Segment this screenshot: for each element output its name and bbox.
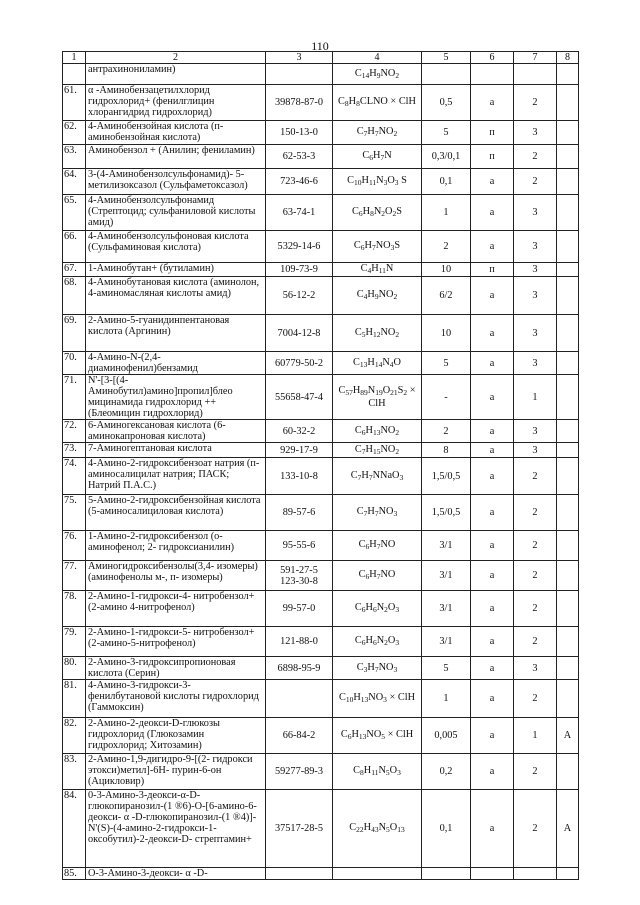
hazard-class: 2 xyxy=(514,680,557,718)
chemical-formula: $C_3H_7NO_3$ xyxy=(333,657,422,680)
table-row xyxy=(63,420,579,443)
aggregate-state: п xyxy=(471,145,514,169)
cas-number: 109-73-9 xyxy=(266,263,333,277)
aggregate-state: а xyxy=(471,458,514,495)
row-number: 72. xyxy=(63,420,86,443)
cas-number: 929-17-9 xyxy=(266,443,333,458)
hazard-class: 3 xyxy=(514,231,557,263)
row-number: 65. xyxy=(63,195,86,231)
substance-name: 2-Амино-3-гидроксипропионовая кислота (Серин) xyxy=(86,657,266,680)
cas-number: 89-57-6 xyxy=(266,495,333,531)
column-header: 6 xyxy=(471,52,514,64)
cas-number xyxy=(266,868,333,880)
table-row xyxy=(63,718,579,754)
aggregate-state: а xyxy=(471,561,514,591)
hazard-class: 2 xyxy=(514,145,557,169)
table-row xyxy=(63,561,579,591)
mpc-value: 1 xyxy=(422,680,471,718)
table-row xyxy=(63,627,579,657)
mpc-value: 0,5 xyxy=(422,85,471,121)
column-header: 1 xyxy=(63,52,86,64)
chemical-formula: $C_5H_{12}NO_2$ xyxy=(333,315,422,352)
row-number: 70. xyxy=(63,352,86,375)
hazard-class: 1 xyxy=(514,375,557,420)
note xyxy=(557,754,579,790)
chemical-formula: $C_8H_8CLNO$ × ClH xyxy=(333,85,422,121)
aggregate-state: а xyxy=(471,195,514,231)
chemical-formula: $C_6H_7NO_3S$ xyxy=(333,231,422,263)
hazard-class: 3 xyxy=(514,121,557,145)
aggregate-state: а xyxy=(471,657,514,680)
note xyxy=(557,443,579,458)
column-header: 8 xyxy=(557,52,579,64)
substance-name: Аминобензол + (Анилин; фениламин) xyxy=(86,145,266,169)
row-number: 83. xyxy=(63,754,86,790)
hazard-class: 2 xyxy=(514,591,557,627)
note xyxy=(557,531,579,561)
mpc-value: 8 xyxy=(422,443,471,458)
note xyxy=(557,121,579,145)
note: А xyxy=(557,718,579,754)
row-number: 75. xyxy=(63,495,86,531)
note xyxy=(557,277,579,315)
column-header: 2 xyxy=(86,52,266,64)
aggregate-state: а xyxy=(471,627,514,657)
chemical-formula: $C_6H_6N_2O_3$ xyxy=(333,591,422,627)
hazard-class: 3 xyxy=(514,420,557,443)
note xyxy=(557,195,579,231)
substance-name: 6-Аминогексановая кислота (6-аминокапроновая кислота) xyxy=(86,420,266,443)
aggregate-state: а xyxy=(471,231,514,263)
row-number: 76. xyxy=(63,531,86,561)
mpc-value: 5 xyxy=(422,121,471,145)
row-number: 66. xyxy=(63,231,86,263)
note xyxy=(557,352,579,375)
aggregate-state: а xyxy=(471,85,514,121)
table-row xyxy=(63,375,579,420)
aggregate-state: а xyxy=(471,443,514,458)
table-row xyxy=(63,85,579,121)
aggregate-state: п xyxy=(471,263,514,277)
substance-name: 2-Амино-2-деокси-D-глюкозы гидрохлорид (Глюкозамин гидрохлорид; Хитозамин) xyxy=(86,718,266,754)
mpc-value: 1 xyxy=(422,195,471,231)
substance-name: 5-Амино-2-гидроксибензойная кислота (5-аминосалициловая кислота) xyxy=(86,495,266,531)
table-row xyxy=(63,315,579,352)
aggregate-state: а xyxy=(471,591,514,627)
hazard-class: 2 xyxy=(514,495,557,531)
table-row xyxy=(63,868,579,880)
substance-name: N'-[3-[(4-Аминобутил)амино]пропил]блео мицинамида гидрохлорид ++ (Блеомицин гидрохлорид) xyxy=(86,375,266,420)
cas-number: 723-46-6 xyxy=(266,169,333,195)
row-number: 62. xyxy=(63,121,86,145)
cas-number: 60-32-2 xyxy=(266,420,333,443)
column-header: 7 xyxy=(514,52,557,64)
chemical-formula: $C_6H_{13}NO_5$ × ClH xyxy=(333,718,422,754)
page-number: 110 xyxy=(311,39,329,53)
note xyxy=(557,591,579,627)
cas-number: 56-12-2 xyxy=(266,277,333,315)
row-number: 64. xyxy=(63,169,86,195)
note xyxy=(557,868,579,880)
mpc-value xyxy=(422,868,471,880)
cas-number: 5329-14-6 xyxy=(266,231,333,263)
table-row xyxy=(63,263,579,277)
substance-name: 4-Аминобутановая кислота (аминолон, 4-аминомасляная кислоты амид) xyxy=(86,277,266,315)
table-row xyxy=(63,231,579,263)
table-row xyxy=(63,754,579,790)
table-row xyxy=(63,443,579,458)
note xyxy=(557,85,579,121)
chemical-formula: $C_{57}H_{89}N_{19}O_{21}S_2$ × ClH xyxy=(333,375,422,420)
chemical-formula: $C_6H_6N_2O_3$ xyxy=(333,627,422,657)
substance-name: 2-Амино-1-гидрокси-4- нитробензол+ (2-амино 4-нитрофенол) xyxy=(86,591,266,627)
column-number-row xyxy=(63,52,579,64)
cas-number xyxy=(266,64,333,85)
hazard-class: 2 xyxy=(514,561,557,591)
mpc-value: 3/1 xyxy=(422,561,471,591)
hazard-class: 2 xyxy=(514,85,557,121)
chemical-formula: $C_{10}H_{11}N_3O_3$ S xyxy=(333,169,422,195)
column-header: 4 xyxy=(333,52,422,64)
substance-name: 4-Амино-3-гидрокси-3-фенилбутановой кислоты гидрохлорид (Гаммоксин) xyxy=(86,680,266,718)
row-number: 69. xyxy=(63,315,86,352)
hazard-class xyxy=(514,868,557,880)
row-number: 84. xyxy=(63,790,86,868)
note xyxy=(557,263,579,277)
hazard-class xyxy=(514,64,557,85)
hazard-class: 2 xyxy=(514,531,557,561)
substance-name: 3-(4-Аминобензолсульфонамид)- 5-метилизоксазол (Сульфаметоксазол) xyxy=(86,169,266,195)
row-number: 61. xyxy=(63,85,86,121)
substance-name: 2-Амино-1,9-дигидро-9-[(2- гидрокси этокси)метил]-6Н- пурин-6-он (Ацикловир) xyxy=(86,754,266,790)
note xyxy=(557,420,579,443)
cas-number: 150-13-0 xyxy=(266,121,333,145)
hazard-class: 3 xyxy=(514,352,557,375)
mpc-value: 6/2 xyxy=(422,277,471,315)
substance-name: 4-Аминобензойная кислота (п-аминобензойная кислота) xyxy=(86,121,266,145)
table-row xyxy=(63,145,579,169)
note xyxy=(557,458,579,495)
hazard-class: 2 xyxy=(514,169,557,195)
row-number: 68. xyxy=(63,277,86,315)
cas-number: 7004-12-8 xyxy=(266,315,333,352)
aggregate-state: а xyxy=(471,495,514,531)
chemical-formula: $C_6H_{13}NO_2$ xyxy=(333,420,422,443)
row-number: 79. xyxy=(63,627,86,657)
aggregate-state: а xyxy=(471,277,514,315)
substance-name: 1-Амино-2-гидроксибензол (о-аминофенол; 2- гидроксианилин) xyxy=(86,531,266,561)
chemical-formula: $C_{22}H_{43}N_5O_{13}$ xyxy=(333,790,422,868)
chemical-formula: $C_8H_{11}N_5O_3$ xyxy=(333,754,422,790)
row-number: 82. xyxy=(63,718,86,754)
table-row xyxy=(63,169,579,195)
cas-number: 55658-47-4 xyxy=(266,375,333,420)
aggregate-state: а xyxy=(471,352,514,375)
chemical-formula: $C_{13}H_{14}N_4O$ xyxy=(333,352,422,375)
table-row xyxy=(63,458,579,495)
table-row xyxy=(63,680,579,718)
table-row xyxy=(63,531,579,561)
substance-name: Аминогидроксибензолы(3,4- изомеры) (аминофенолы м-, п- изомеры) xyxy=(86,561,266,591)
cas-number: 591-27-5 123-30-8 xyxy=(266,561,333,591)
mpc-value: 1,5/0,5 xyxy=(422,495,471,531)
cas-number: 59277-89-3 xyxy=(266,754,333,790)
aggregate-state: а xyxy=(471,680,514,718)
chemical-formula: $C_7H_7NO_2$ xyxy=(333,121,422,145)
row-number xyxy=(63,64,86,85)
chemical-formula: $C_7H_7NNaO_3$ xyxy=(333,458,422,495)
table-row xyxy=(63,495,579,531)
substance-name: 0-3-Амино-3-деокси-α-D-глюкопиранозил-(1 ®6)-O-[6-амино-6-деокси- α -D-глюкопиранозил-(1 ®4)]-N'(S)-(4-амино-2-гидрокси-1- оксобутил)-2-деокси-D- стрептамин+ xyxy=(86,790,266,868)
substance-name: O-3-Амино-3-деокси- α -D- xyxy=(86,868,266,880)
substance-name: 1-Аминобутан+ (бутиламин) xyxy=(86,263,266,277)
chemical-formula: $C_6H_7NO$ xyxy=(333,531,422,561)
note xyxy=(557,375,579,420)
mpc-value: 0,1 xyxy=(422,169,471,195)
note xyxy=(557,315,579,352)
mpc-value: 0,1 xyxy=(422,790,471,868)
hazard-class: 3 xyxy=(514,195,557,231)
table-body xyxy=(63,64,579,880)
hazard-class: 2 xyxy=(514,754,557,790)
table-row xyxy=(63,591,579,627)
aggregate-state xyxy=(471,868,514,880)
table-row xyxy=(63,195,579,231)
aggregate-state xyxy=(471,64,514,85)
note xyxy=(557,495,579,531)
substance-name: 4-Амино-2-гидроксибензоат натрия (п-аминосалицилат натрия; ПАСК; Натрий П.А.С.) xyxy=(86,458,266,495)
substance-name: 7-Аминогептановая кислота xyxy=(86,443,266,458)
substance-name: 4-Амино-N-(2,4-диаминофенил)бензамид xyxy=(86,352,266,375)
aggregate-state: а xyxy=(471,420,514,443)
aggregate-state: а xyxy=(471,375,514,420)
substance-table xyxy=(62,51,579,880)
row-number: 74. xyxy=(63,458,86,495)
note xyxy=(557,169,579,195)
aggregate-state: а xyxy=(471,718,514,754)
row-number: 80. xyxy=(63,657,86,680)
aggregate-state: а xyxy=(471,531,514,561)
row-number: 71. xyxy=(63,375,86,420)
hazard-class: 1 xyxy=(514,718,557,754)
column-header: 5 xyxy=(422,52,471,64)
chemical-formula: $C_{10}H_{13}NO_3$ × ClH xyxy=(333,680,422,718)
note xyxy=(557,145,579,169)
chemical-formula: $C_6H_7NO$ xyxy=(333,561,422,591)
substance-name: 2-Амино-1-гидрокси-5- нитробензол+ (2-амино-5-нитрофенол) xyxy=(86,627,266,657)
chemical-formula: $C_6H_7N$ xyxy=(333,145,422,169)
table-row xyxy=(63,352,579,375)
substance-name: 2-Амино-5-гуанидинпентановая кислота (Аргинин) xyxy=(86,315,266,352)
mpc-value: - xyxy=(422,375,471,420)
mpc-value: 10 xyxy=(422,263,471,277)
mpc-value: 3/1 xyxy=(422,627,471,657)
mpc-value: 2 xyxy=(422,231,471,263)
column-header: 3 xyxy=(266,52,333,64)
row-number: 81. xyxy=(63,680,86,718)
cas-number: 6898-95-9 xyxy=(266,657,333,680)
mpc-value: 3/1 xyxy=(422,591,471,627)
note xyxy=(557,627,579,657)
hazard-class: 3 xyxy=(514,657,557,680)
aggregate-state: а xyxy=(471,315,514,352)
cas-number: 95-55-6 xyxy=(266,531,333,561)
mpc-value: 1,5/0,5 xyxy=(422,458,471,495)
hazard-class: 3 xyxy=(514,443,557,458)
table-row xyxy=(63,121,579,145)
hazard-class: 3 xyxy=(514,315,557,352)
note xyxy=(557,231,579,263)
note: А xyxy=(557,790,579,868)
chemical-formula: $C_4H_9NO_2$ xyxy=(333,277,422,315)
substance-name: α -Аминобензацетилхлорид гидрохлорид+ (фенилглицин хлорангидрид гидрохлорид) xyxy=(86,85,266,121)
chemical-formula: $C_{14}H_9NO_2$ xyxy=(333,64,422,85)
table-row xyxy=(63,277,579,315)
table-row xyxy=(63,64,579,85)
chemical-formula xyxy=(333,868,422,880)
aggregate-state: п xyxy=(471,121,514,145)
mpc-value xyxy=(422,64,471,85)
cas-number: 99-57-0 xyxy=(266,591,333,627)
substance-name: 4-Аминобензолсульфоновая кислота (Сульфаминовая кислота) xyxy=(86,231,266,263)
note xyxy=(557,657,579,680)
aggregate-state: а xyxy=(471,754,514,790)
chemical-formula: $C_4H_{11}N$ xyxy=(333,263,422,277)
mpc-value: 0,2 xyxy=(422,754,471,790)
cas-number xyxy=(266,680,333,718)
chemical-formula: $C_7H_7NO_3$ xyxy=(333,495,422,531)
hazard-class: 2 xyxy=(514,458,557,495)
mpc-value: 5 xyxy=(422,352,471,375)
chemical-formula: $C_7H_{15}NO_2$ xyxy=(333,443,422,458)
mpc-value: 0,005 xyxy=(422,718,471,754)
row-number: 85. xyxy=(63,868,86,880)
note xyxy=(557,561,579,591)
row-number: 67. xyxy=(63,263,86,277)
row-number: 73. xyxy=(63,443,86,458)
row-number: 78. xyxy=(63,591,86,627)
note xyxy=(557,680,579,718)
row-number: 63. xyxy=(63,145,86,169)
cas-number: 133-10-8 xyxy=(266,458,333,495)
cas-number: 63-74-1 xyxy=(266,195,333,231)
cas-number: 66-84-2 xyxy=(266,718,333,754)
cas-number: 39878-87-0 xyxy=(266,85,333,121)
cas-number: 60779-50-2 xyxy=(266,352,333,375)
aggregate-state: а xyxy=(471,790,514,868)
row-number: 77. xyxy=(63,561,86,591)
hazard-class: 2 xyxy=(514,790,557,868)
aggregate-state: а xyxy=(471,169,514,195)
chemical-formula: $C_6H_8N_2O_2S$ xyxy=(333,195,422,231)
substance-name: антрахинониламин) xyxy=(86,64,266,85)
mpc-value: 10 xyxy=(422,315,471,352)
table-row xyxy=(63,790,579,868)
mpc-value: 5 xyxy=(422,657,471,680)
mpc-value: 0,3/0,1 xyxy=(422,145,471,169)
table-row xyxy=(63,657,579,680)
cas-number: 37517-28-5 xyxy=(266,790,333,868)
hazard-class: 2 xyxy=(514,627,557,657)
hazard-class: 3 xyxy=(514,263,557,277)
mpc-value: 3/1 xyxy=(422,531,471,561)
hazard-class: 3 xyxy=(514,277,557,315)
substance-name: 4-Аминобензолсульфонамид (Стрептоцид; сульфаниловой кислоты амид) xyxy=(86,195,266,231)
cas-number: 121-88-0 xyxy=(266,627,333,657)
cas-number: 62-53-3 xyxy=(266,145,333,169)
note xyxy=(557,64,579,85)
mpc-value: 2 xyxy=(422,420,471,443)
